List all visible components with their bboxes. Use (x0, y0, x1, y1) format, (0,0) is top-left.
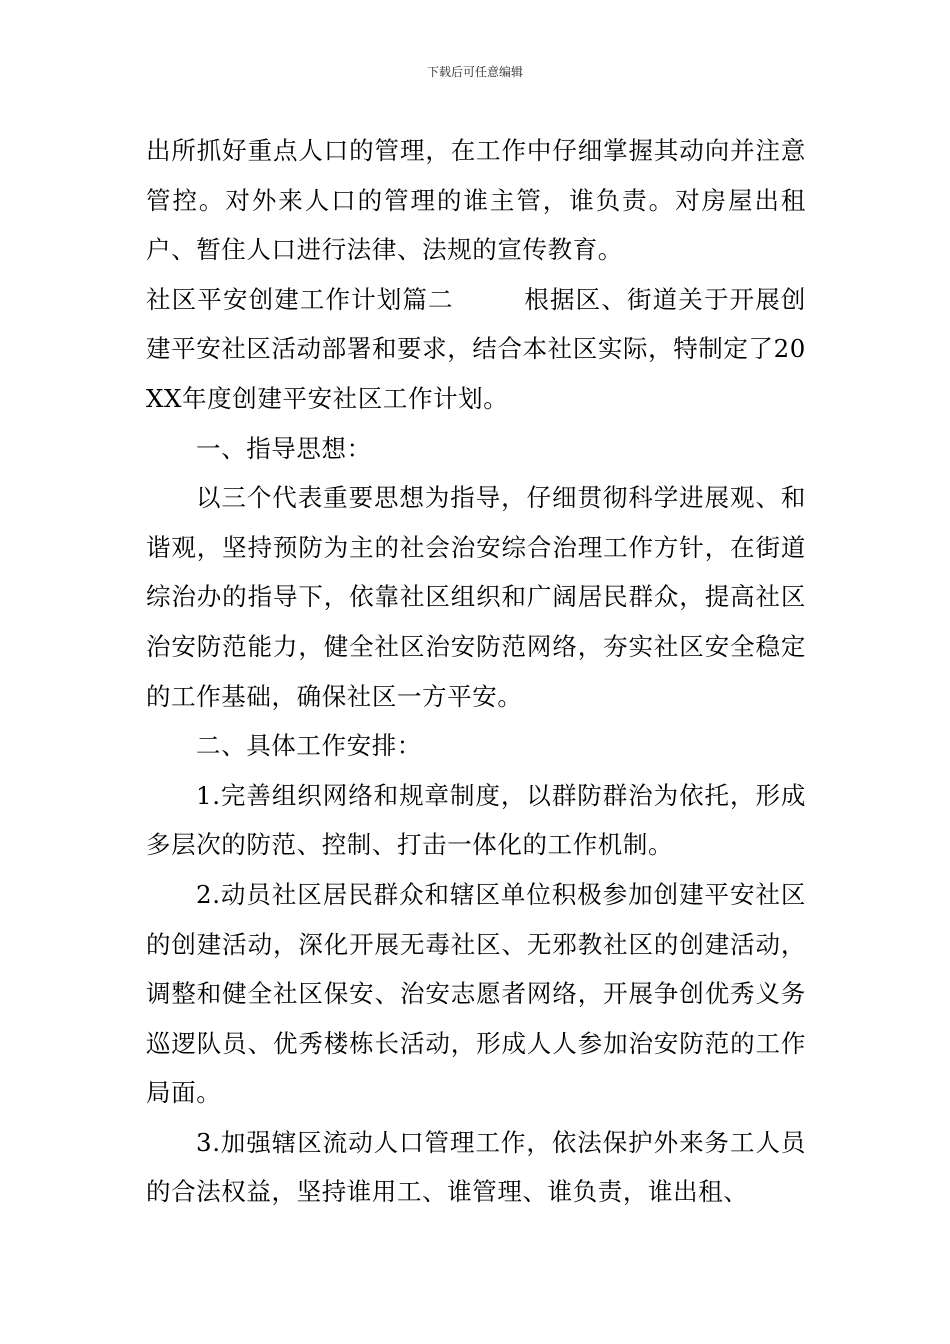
list-item-3: 3.加强辖区流动人口管理工作，依法保护外来务工人员的合法权益，坚持谁用工、谁管理、谁负责，谁出租、 (146, 1127, 806, 1207)
document-body (146, 126, 806, 1217)
heading-work-arrangement: 二、具体工作安排： (196, 731, 422, 761)
paragraph-continuation: 出所抓好重点人口的管理，在工作中仔细掌握其动向并注意管控。对外来人口的管理的谁主管，谁负责。对房屋出租户、暂住人口进行法律、法规的宣传教育。 (146, 136, 806, 265)
heading-guiding-ideology: 一、指导思想： (196, 433, 372, 463)
section-title: 社区平安创建工作计划篇二 (146, 284, 454, 314)
list-item-1: 1.完善组织网络和规章制度，以群防群治为依托，形成多层次的防范、控制、打击一体化的工作机制。 (146, 780, 806, 860)
section-intro: 根据区、街道关于开展创建平安社区活动部署和要求，结合本社区实际，特制定了20XX年度创建平安社区工作计划。 (146, 284, 806, 413)
section-heading-paragraph (146, 275, 806, 424)
paragraph-guiding-ideology: 以三个代表重要思想为指导，仔细贯彻科学进展观、和谐观，坚持预防为主的社会治安综合治理工作方针，在街道综治办的指导下，依靠社区组织和广阔居民群众，提高社区治安防范能力，健全社区治安防范网络，夯实社区安全稳定的工作基础，确保社区一方平安。 (146, 483, 806, 711)
page-header: 下载后可任意编辑 (426, 65, 523, 79)
list-item-2: 2.动员社区居民群众和辖区单位积极参加创建平安社区的创建活动，深化开展无毒社区、无邪教社区的创建活动，调整和健全社区保安、治安志愿者网络，开展争创优秀义务巡逻队员、优秀楼栋长活动，形成人人参加治安防范的工作局面。 (146, 879, 806, 1108)
